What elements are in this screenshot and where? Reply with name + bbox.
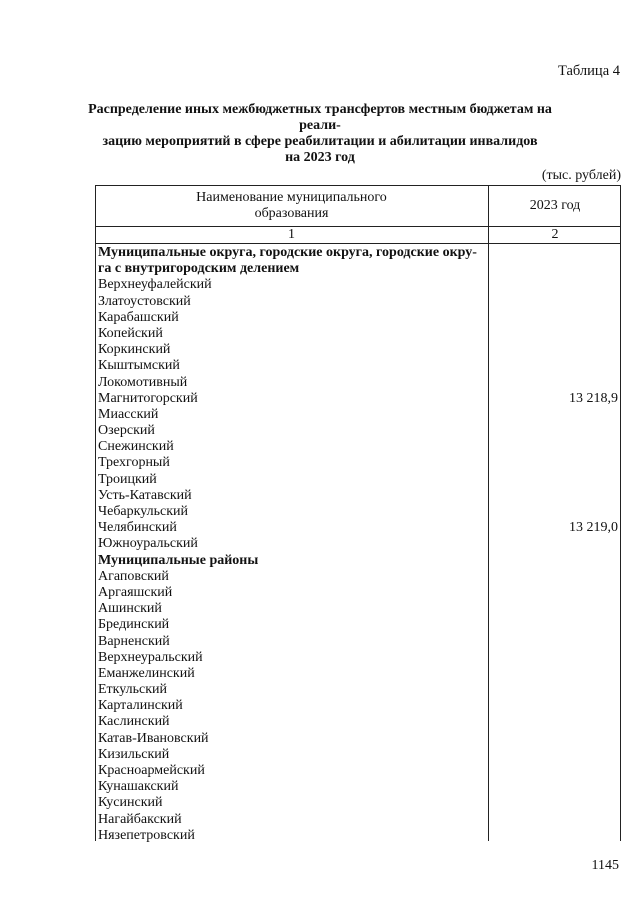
table-row: [98, 407, 618, 423]
municipality-name: Нязепетровский: [98, 827, 195, 843]
municipality-name: Коркинский: [98, 342, 171, 358]
municipality-name: Карабашский: [98, 309, 179, 325]
municipality-name: Локомотивный: [98, 374, 188, 390]
table-row: [98, 617, 618, 633]
table-row: [98, 472, 618, 488]
section-heading-row: [98, 245, 618, 261]
table-row: [98, 747, 618, 763]
table-row: [98, 714, 618, 730]
header-municipality-line1: Наименование муниципального: [196, 190, 387, 205]
municipality-name: Чебаркульский: [98, 504, 189, 519]
table-row: [98, 294, 618, 310]
table-row: [98, 779, 618, 795]
document-title: [84, 102, 556, 166]
municipality-name: Троицкий: [98, 471, 157, 487]
table-number-label: Таблица 4: [557, 63, 620, 79]
table-row: [98, 391, 618, 407]
table-row: [98, 520, 618, 536]
table-row: [98, 504, 618, 520]
table-row: [98, 682, 618, 698]
municipality-name: Кыштымский: [98, 358, 180, 374]
amount-value: 13 218,9: [569, 390, 618, 406]
section-heading-row: [98, 553, 618, 569]
municipality-name: Каслинский: [98, 714, 170, 730]
table-row: [98, 569, 618, 585]
municipality-name: Снежинский: [98, 439, 174, 455]
table-body: [98, 245, 618, 844]
amount-value: 13 219,0: [569, 520, 618, 536]
municipality-name: Еткульский: [98, 682, 168, 698]
municipality-name: Верхнеуфалейский: [98, 277, 212, 293]
column-number-2: 2: [551, 227, 559, 242]
municipality-name: Брединский: [98, 617, 170, 633]
page-number: 1145: [591, 858, 619, 873]
header-municipality: [95, 190, 488, 222]
municipality-name: Варненский: [98, 633, 170, 649]
column-number-1: 1: [288, 227, 295, 242]
table-row: [98, 375, 618, 391]
table-row: [98, 650, 618, 666]
municipality-name: Копейский: [98, 325, 163, 341]
municipality-name: Кусинский: [98, 795, 163, 811]
table-row: [98, 763, 618, 779]
section-heading-row: [98, 261, 618, 277]
table-row: [98, 634, 618, 650]
title-line: на 2023 год: [285, 150, 355, 165]
column-number-divider: [95, 243, 621, 244]
municipality-name: Миасский: [98, 406, 159, 422]
municipality-name: Усть-Катавский: [98, 487, 192, 503]
municipality-name: Магнитогорский: [98, 390, 198, 406]
header-municipality-line2: образования: [254, 206, 329, 221]
table-row: [98, 342, 618, 358]
table-row: [98, 698, 618, 714]
header-year: 2023 год: [529, 198, 581, 213]
municipality-name: Златоустовский: [98, 293, 191, 309]
municipality-name: Челябинский: [98, 520, 177, 536]
municipality-name: Кизильский: [98, 746, 170, 762]
table-row: [98, 601, 618, 617]
table-row: [98, 536, 618, 552]
municipality-name: Аргаяшский: [98, 584, 173, 600]
table-row: [98, 795, 618, 811]
municipality-name: Нагайбакский: [98, 811, 182, 827]
municipality-name: Катав-Ивановский: [98, 730, 209, 746]
municipality-name: Карталинский: [98, 698, 183, 714]
table-row: [98, 585, 618, 601]
table-row: [98, 666, 618, 682]
municipality-name: Муниципальные округа, городские округа, городские окру-: [98, 245, 477, 260]
table-row: [98, 277, 618, 293]
table-row: [98, 423, 618, 439]
municipality-name: га с внутригородским делением: [98, 261, 300, 277]
table-row: [98, 455, 618, 471]
units-label: (тыс. рублей): [541, 168, 621, 183]
municipality-name: Еманжелинский: [98, 665, 195, 681]
municipality-name: Трехгорный: [98, 455, 170, 471]
table-row: [98, 731, 618, 747]
municipality-name: Муниципальные районы: [98, 552, 259, 568]
title-line: зацию мероприятий в сфере реабилитации и абилитации инвалидов: [102, 134, 538, 149]
municipality-name: Верхнеуральский: [98, 649, 203, 665]
municipality-name: Ашинский: [98, 601, 162, 617]
table-row: [98, 326, 618, 342]
municipality-name: Красноармейский: [98, 763, 205, 778]
table-row: [98, 439, 618, 455]
municipality-name: Южноуральский: [98, 536, 198, 552]
table-row: [98, 488, 618, 504]
municipality-name: Кунашакский: [98, 779, 179, 795]
title-line: Распределение иных межбюджетных трансфертов местным бюджетам на реали-: [88, 102, 552, 133]
table-row: [98, 310, 618, 326]
table-row: [98, 358, 618, 374]
municipality-name: Агаповский: [98, 568, 169, 584]
table-row: [98, 812, 618, 828]
table-row: [98, 828, 618, 844]
municipality-name: Озерский: [98, 423, 155, 439]
